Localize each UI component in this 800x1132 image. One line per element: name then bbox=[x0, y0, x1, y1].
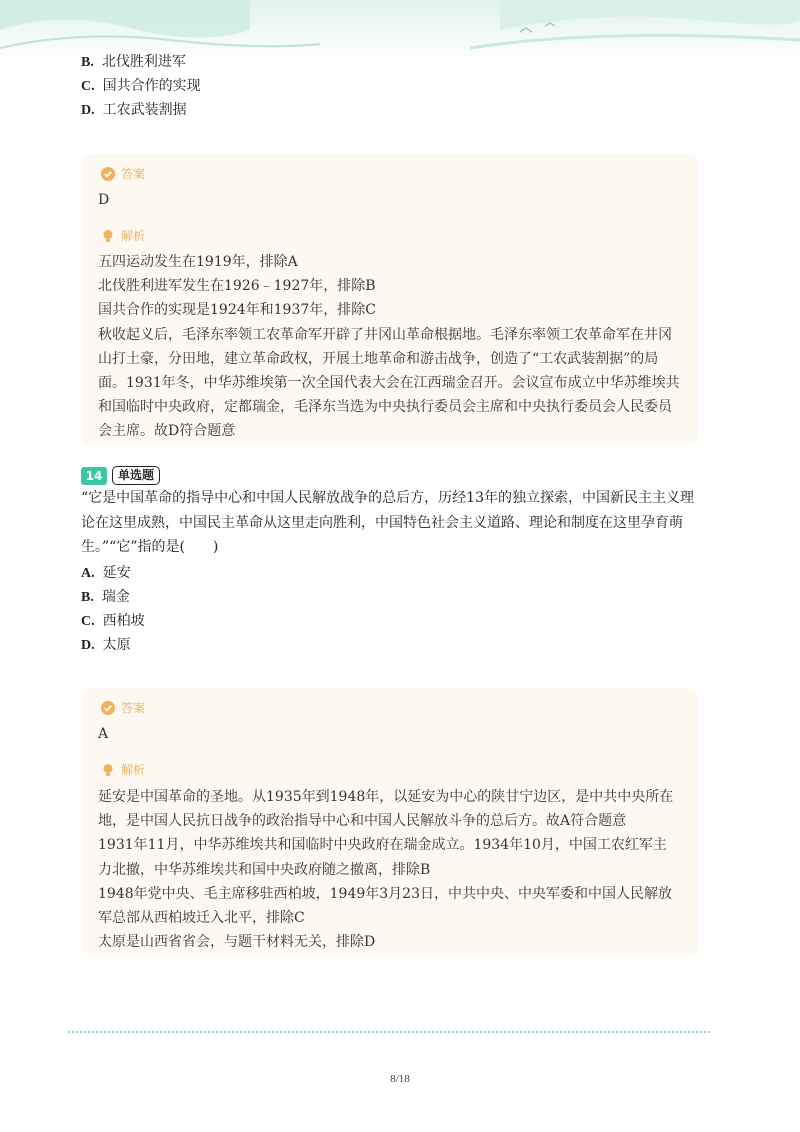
option-letter: C. bbox=[81, 614, 95, 629]
analysis-line: 国共合作的实现是1924年和1937年，排除C bbox=[98, 302, 376, 319]
lightbulb-icon bbox=[101, 229, 115, 243]
option-text: 西柏坡 bbox=[102, 613, 145, 629]
option-text: 太原 bbox=[102, 637, 131, 653]
option-letter: D. bbox=[81, 638, 95, 653]
answer-label: 答案 bbox=[121, 701, 146, 715]
question-stem: “它是中国革命的指导中心和中国人民解放战争的总后方，历经13年的独立探索，中国新民主主义理论在这里成熟，中国民主革命从这里走向胜利，中国特色社会主义道路、理论和制度在这里孕育萌生。”“它”指的是( ) bbox=[81, 490, 694, 555]
page-number: 8/18 bbox=[390, 1073, 410, 1085]
analysis-text bbox=[98, 785, 680, 954]
option-c bbox=[81, 612, 145, 631]
option-b bbox=[81, 588, 130, 607]
option-d bbox=[81, 636, 131, 655]
option-b bbox=[81, 53, 186, 72]
lightbulb-icon bbox=[101, 763, 115, 777]
option-d bbox=[81, 101, 187, 120]
option-letter: B. bbox=[81, 55, 94, 70]
option-letter: A. bbox=[81, 566, 95, 581]
option-text: 瑞金 bbox=[101, 589, 130, 605]
answer-card bbox=[81, 154, 698, 444]
analysis-label: 解析 bbox=[121, 229, 146, 243]
analysis-line: 延安是中国革命的圣地。从1935年到1948年，以延安为中心的陕甘宁边区，是中共中央所在地，是中国人民抗日战争的政治指导中心和中国人民解放斗争的总后方。故A符合题意 bbox=[98, 789, 674, 830]
analysis-text bbox=[98, 250, 680, 444]
analysis-header bbox=[101, 761, 145, 778]
footer-divider bbox=[68, 1031, 710, 1033]
answer-header bbox=[101, 165, 145, 182]
option-text: 国共合作的实现 bbox=[102, 78, 201, 94]
analysis-header bbox=[101, 227, 145, 244]
option-text: 工农武装割据 bbox=[102, 102, 187, 118]
question-type-badge: 单选题 bbox=[112, 466, 160, 485]
question-number: 14 bbox=[81, 467, 107, 485]
check-badge-icon bbox=[101, 701, 115, 715]
analysis-line: 太原是山西省省会，与题干材料无关，排除D bbox=[98, 934, 376, 951]
option-letter: D. bbox=[81, 103, 95, 118]
analysis-line: 1948年党中央、毛主席移驻西柏坡，1949年3月23日，中共中央、中央军委和中国人民解放军总部从西柏坡迁入北平，排除C bbox=[98, 885, 672, 927]
answer-header bbox=[101, 699, 145, 716]
answer-value: D bbox=[98, 192, 110, 208]
analysis-line: 1931年11月，中华苏维埃共和国临时中央政府在瑞金成立。1934年10月，中国工农红军主力北撤，中华苏维埃共和国中央政府随之撤离，排除B bbox=[98, 837, 667, 878]
analysis-line: 五四运动发生在1919年，排除A bbox=[98, 254, 298, 270]
answer-value: A bbox=[98, 726, 109, 742]
answer-card bbox=[81, 688, 698, 955]
analysis-line: 秋收起义后，毛泽东率领工农革命军开辟了井冈山革命根据地。毛泽东率领工农革命军在井冈山打土豪，分田地，建立革命政权，开展土地革命和游击战争，创造了“工农武装割据”的局面。1931年冬，中华苏维埃第一次全国代表大会在江西瑞金召开。会议宣布成立中华苏维埃共和国临时中央政府，定都瑞金，毛泽东当选为中央执行委员会主席和中央执行委员会人民委员会主席。故D符合题意 bbox=[98, 326, 680, 440]
option-c bbox=[81, 77, 201, 96]
check-badge-icon bbox=[101, 167, 115, 181]
analysis-label: 解析 bbox=[121, 763, 146, 777]
answer-label: 答案 bbox=[121, 167, 146, 181]
option-letter: B. bbox=[81, 590, 94, 605]
option-text: 北伐胜利进军 bbox=[101, 54, 186, 70]
option-letter: C. bbox=[81, 79, 95, 94]
analysis-line: 北伐胜利进军发生在1926﹣1927年，排除B bbox=[98, 278, 376, 295]
option-a bbox=[81, 564, 131, 583]
option-text: 延安 bbox=[102, 565, 131, 581]
question-header bbox=[81, 466, 160, 485]
